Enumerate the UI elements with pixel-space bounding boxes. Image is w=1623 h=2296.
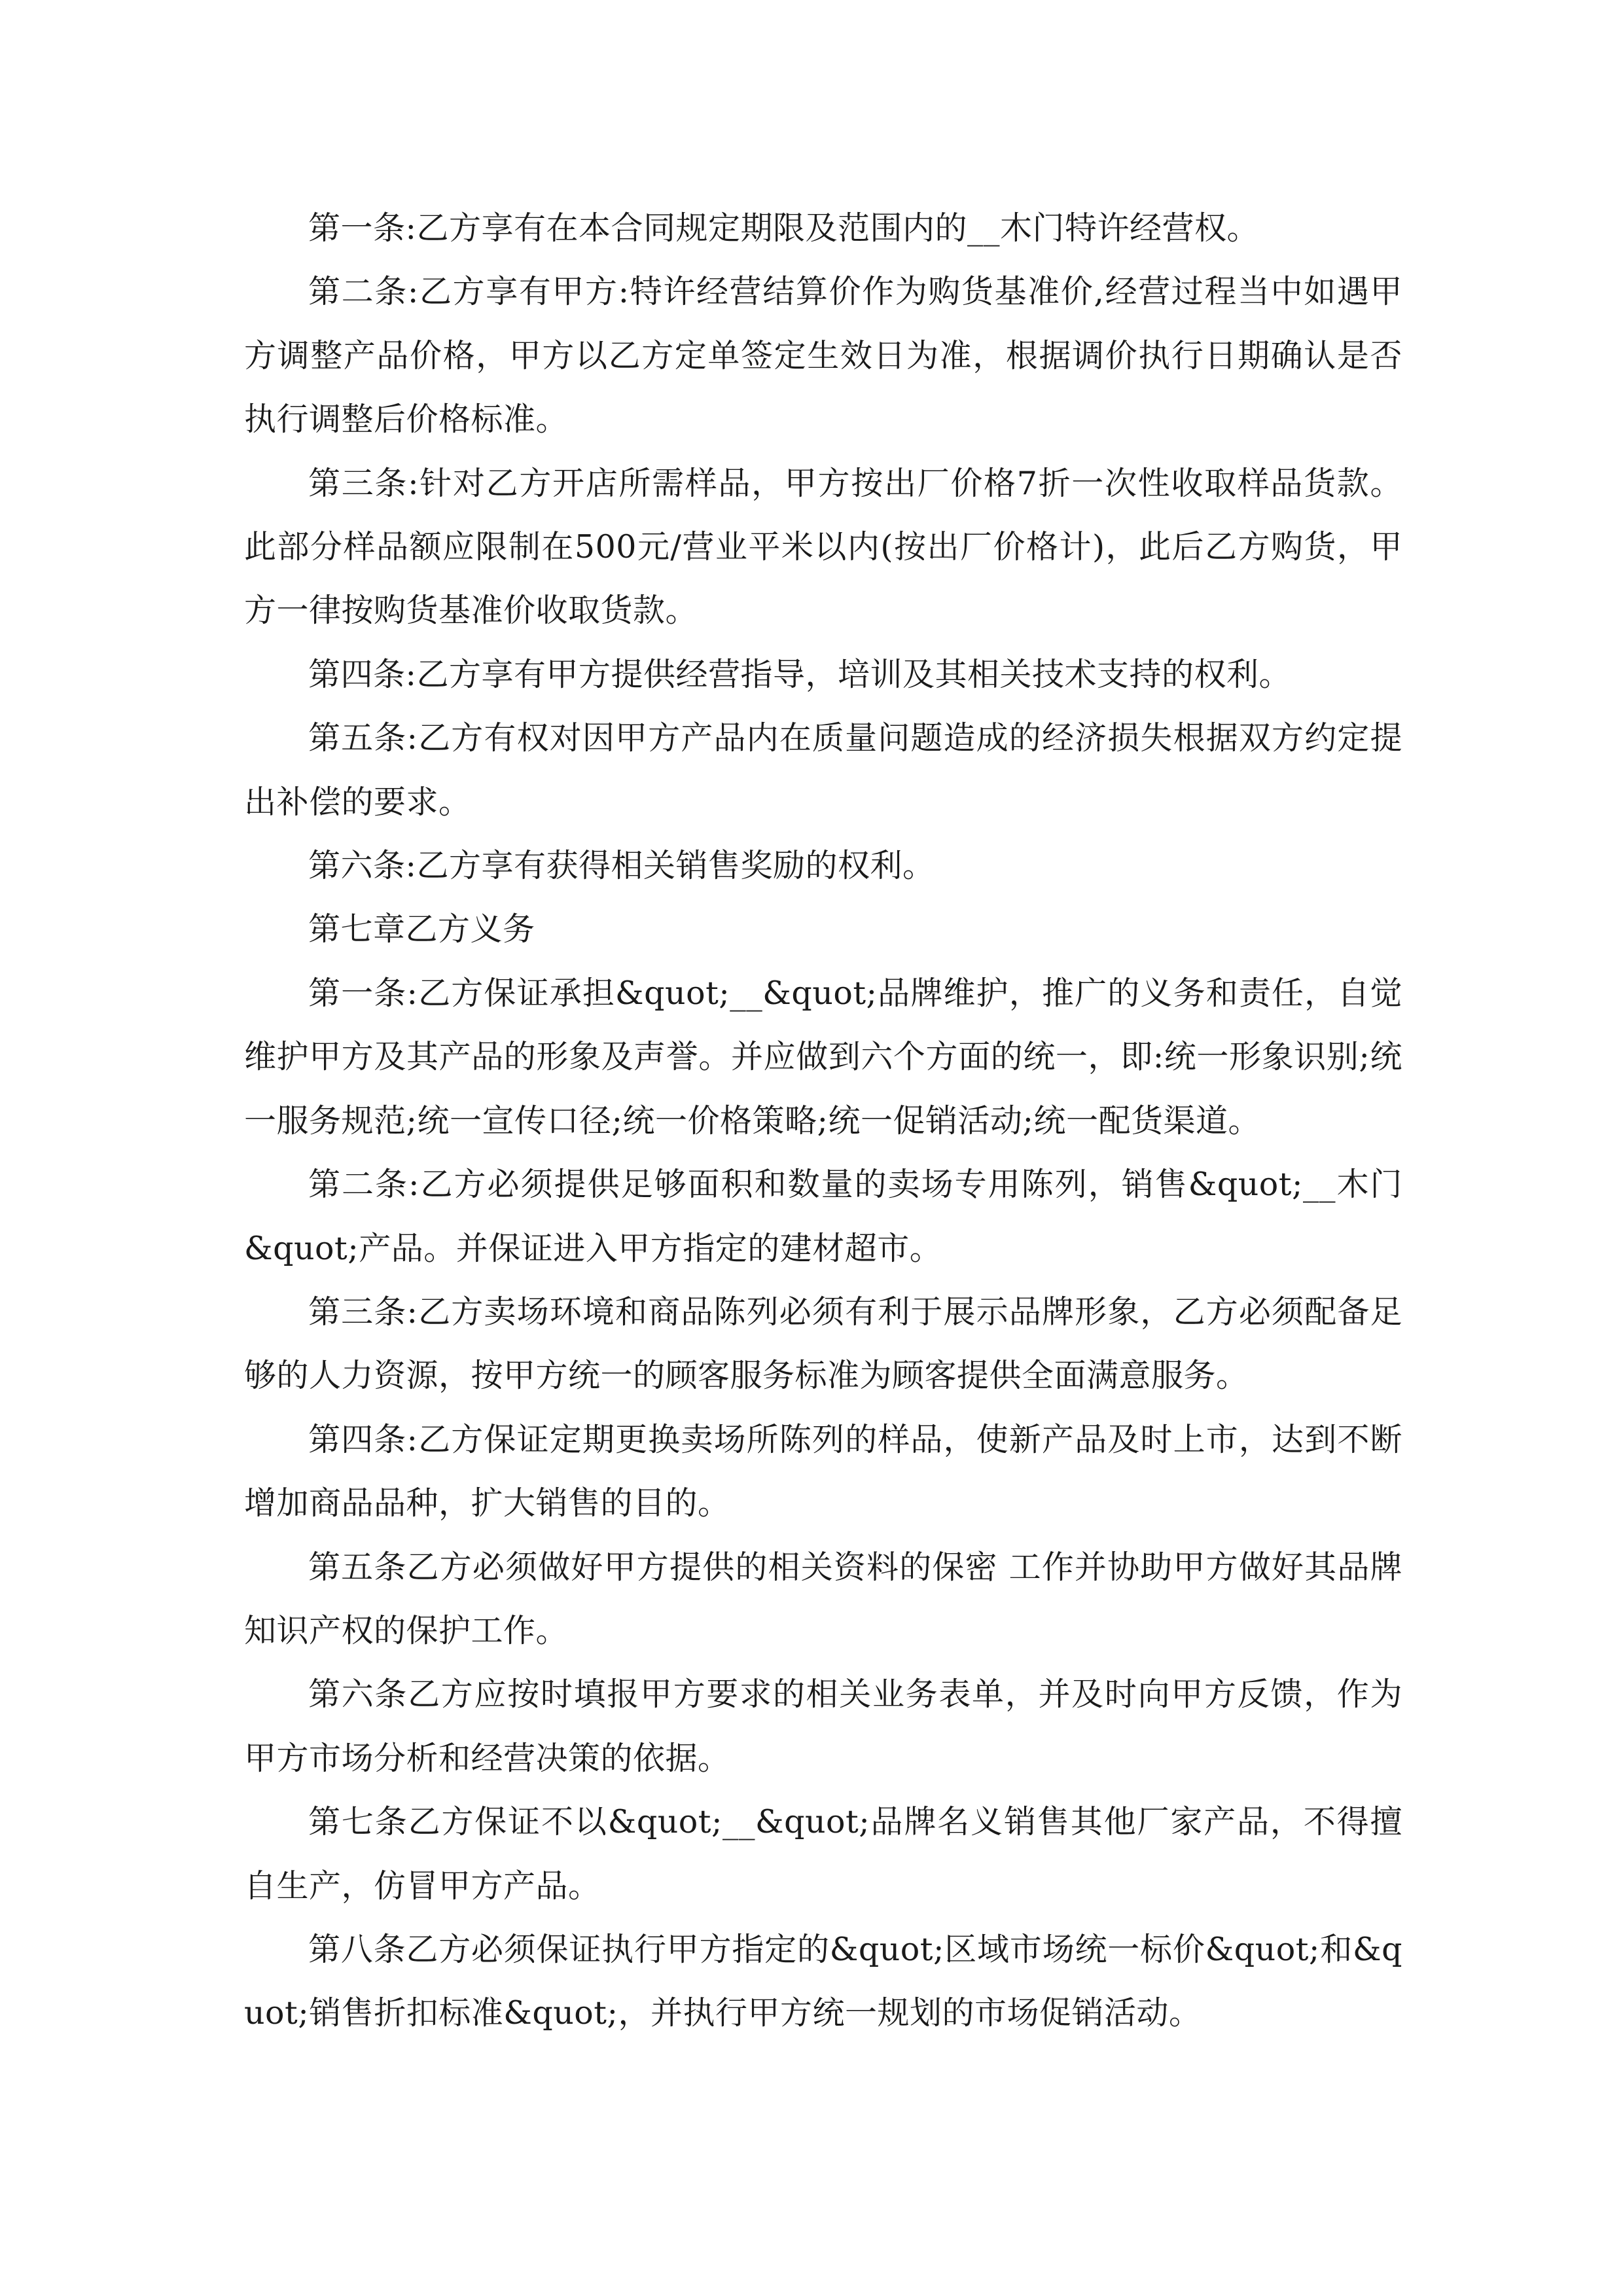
paragraph-ch6-article-6: 第六条:乙方享有获得相关销售奖励的权利。 (308, 847, 935, 885)
document-body (244, 196, 1402, 2045)
paragraph-ch7-article-8: 第八条乙方必须保证执行甲方指定的&quot;区域市场统一标价&quot;和&quot;销售折扣标准&quot;，并执行甲方统一规划的市场促销活动。 (244, 1930, 1402, 2032)
paragraph-ch7-article-1: 第一条:乙方保证承担&quot;__&quot;品牌维护，推广的义务和责任，自觉维护甲方及其产品的形象及声誉。并应做到六个方面的统一，即:统一形象识别;统一服务规范;统一宣传口径;统一价格策略;统一促销活动;统一配货渠道。 (244, 974, 1402, 1139)
chapter-7-heading: 第七章乙方义务 (308, 910, 535, 948)
paragraph-ch6-article-4: 第四条:乙方享有甲方提供经营指导，培训及其相关技术支持的权利。 (308, 655, 1292, 693)
paragraph-ch6-article-3: 第三条:针对乙方开店所需样品，甲方按出厂价格7折一次性收取样品货款。此部分样品额应限制在500元/营业平米以内(按出厂价格计)，此后乙方购货，甲方一律按购货基准价收取货款。 (244, 464, 1402, 630)
paragraph-ch7-article-3: 第三条:乙方卖场环境和商品陈列必须有利于展示品牌形象，乙方必须配备足够的人力资源，按甲方统一的顾客服务标准为顾客提供全面满意服务。 (244, 1293, 1402, 1395)
paragraph-ch7-article-5: 第五条乙方必须做好甲方提供的相关资料的保密 工作并协助甲方做好其品牌知识产权的保护工作。 (244, 1548, 1402, 1649)
paragraph-ch7-article-4: 第四条:乙方保证定期更换卖场所陈列的样品，使新产品及时上市，达到不断增加商品品种，扩大销售的目的。 (244, 1420, 1402, 1522)
paragraph-ch7-article-6: 第六条乙方应按时填报甲方要求的相关业务表单，并及时向甲方反馈，作为甲方市场分析和经营决策的依据。 (244, 1676, 1402, 1777)
paragraph-ch6-article-1: 第一条:乙方享有在本合同规定期限及范围内的__木门特许经营权。 (308, 209, 1260, 247)
paragraph-ch7-article-7: 第七条乙方保证不以&quot;__&quot;品牌名义销售其他厂家产品，不得擅自生产，仿冒甲方产品。 (244, 1803, 1402, 1905)
paragraph-ch6-article-5: 第五条:乙方有权对因甲方产品内在质量问题造成的经济损失根据双方约定提出补偿的要求。 (244, 719, 1402, 821)
paragraph-ch6-article-2: 第二条:乙方享有甲方:特许经营结算价作为购货基准价,经营过程当中如遇甲方调整产品价格，甲方以乙方定单签定生效日为准，根据调价执行日期确认是否执行调整后价格标准。 (244, 273, 1402, 439)
paragraph-ch7-article-2: 第二条:乙方必须提供足够面积和数量的卖场专用陈列，销售&quot;__木门&quot;产品。并保证进入甲方指定的建材超市。 (244, 1166, 1402, 1267)
